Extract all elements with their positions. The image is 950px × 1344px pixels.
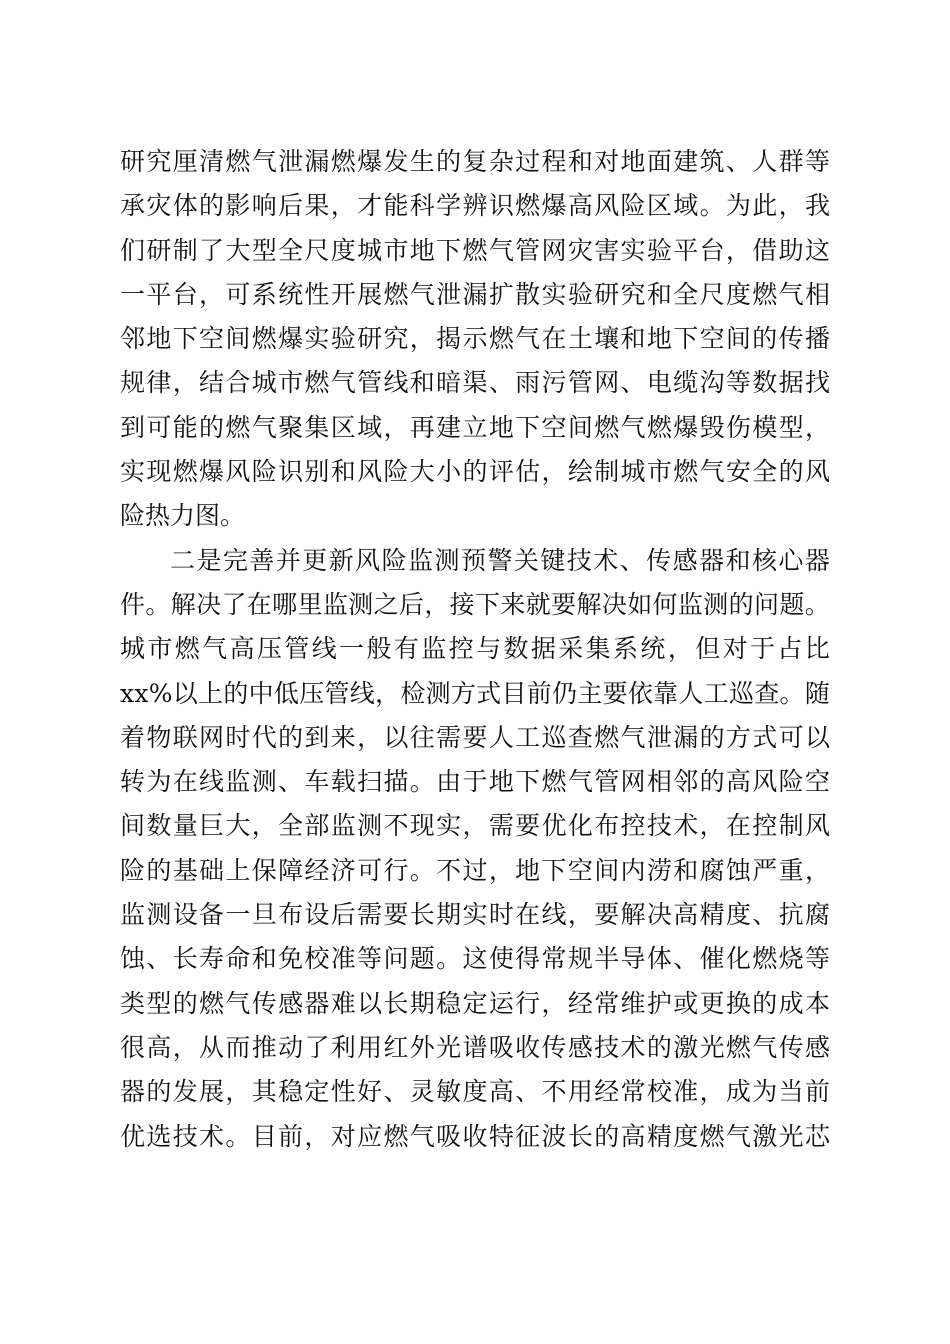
text-line	[120, 1070, 830, 1114]
text-line	[120, 539, 830, 583]
text-line	[120, 937, 830, 981]
line-text: 研 究 厘 清 燃 气 泄 漏 燃 爆 发 生 的 复 杂 过 程 和 对 地 面 建 筑 、 人 群 等	[120, 147, 830, 176]
text-line	[120, 760, 830, 804]
text-line	[120, 450, 830, 494]
line-text: 监 测 设 备 一 旦 布 设 后 需 要 长 期 实 时 在 线 ， 要 解 决 高 精 度 、 抗 腐	[120, 900, 830, 930]
line-text: 蚀 、 长 寿 命 和 免 校 准 等 问 题 。 这 使 得 常 规 半 导 体 、 催 化 燃 烧 等	[120, 944, 830, 974]
text-line	[120, 140, 830, 184]
line-text: 城 市 燃 气 高 压 管 线 一 般 有 监 控 与 数 据 采 集 系 统 ， 但 对 于 占 比	[120, 634, 830, 664]
line-text: 一 平 台 ， 可 系 统 性 开 展 燃 气 泄 漏 扩 散 实 验 研 究 和 全 尺 度 燃 气 相	[120, 279, 830, 309]
line-text: x x % 以 上 的 中 低 压 管 线 ， 检 测 方 式 目 前 仍 主 要 依 靠 人 工 巡 查 。 随	[120, 678, 830, 708]
text-line	[120, 627, 830, 671]
text-line	[120, 1115, 830, 1159]
line-text: 转 为 在 线 监 测 、 车 载 扫 描 。 由 于 地 下 燃 气 管 网 相 邻 的 高 风 险 空	[120, 767, 830, 797]
text-line	[120, 184, 830, 228]
text-line	[120, 317, 830, 361]
text-line	[120, 716, 830, 760]
text-line	[120, 982, 830, 1026]
text-line	[120, 804, 830, 848]
text-line	[120, 494, 830, 538]
line-text: 优 选 技 术 。 目 前 ， 对 应 燃 气 吸 收 特 征 波 长 的 高 精 度 燃 气 激 光 芯	[120, 1121, 830, 1151]
line-text: 间 数 量 巨 大 ， 全 部 监 测 不 现 实 ， 需 要 优 化 布 控 技 术 ， 在 控 制 风	[120, 811, 830, 841]
paragraph-1	[120, 140, 830, 539]
line-text: 险热力图。	[120, 501, 246, 531]
text-line	[120, 893, 830, 937]
paragraph-2	[120, 539, 830, 1159]
body-text	[120, 140, 830, 1159]
line-text: 实 现 燃 爆 风 险 识 别 和 风 险 大 小 的 评 估 ， 绘 制 城 市 燃 气 安 全 的 风	[120, 457, 830, 487]
text-line	[120, 273, 830, 317]
line-text: 规 律 ， 结 合 城 市 燃 气 管 线 和 暗 渠 、 雨 污 管 网 、 电 缆 沟 等 数 据 找	[120, 368, 830, 398]
text-line	[120, 406, 830, 450]
text-line	[120, 672, 830, 716]
line-text: 险 的 基 础 上 保 障 经 济 可 行 。 不 过 ， 地 下 空 间 内 涝 和 腐 蚀 严 重 ，	[120, 855, 830, 885]
text-line	[120, 361, 830, 405]
line-text: 们 研 制 了 大 型 全 尺 度 城 市 地 下 燃 气 管 网 灾 害 实 验 平 台 ， 借 助 这	[120, 235, 830, 265]
line-text: 类 型 的 燃 气 传 感 器 难 以 长 期 稳 定 运 行 ， 经 常 维 护 或 更 换 的 成 本	[120, 988, 830, 1018]
line-text: 邻 地 下 空 间 燃 爆 实 验 研 究 ， 揭 示 燃 气 在 土 壤 和 地 下 空 间 的 传 播	[120, 324, 830, 354]
line-text: 件 。 解 决 了 在 哪 里 监 测 之 后 ， 接 下 来 就 要 解 决 如 何 监 测 的 问 题 。	[120, 589, 830, 619]
text-line	[120, 849, 830, 893]
line-text: 器 的 发 展 ， 其 稳 定 性 好 、 灵 敏 度 高 、 不 用 经 常 校 准 ， 成 为 当 前	[120, 1077, 830, 1107]
line-text: 很 高 ， 从 而 推 动 了 利 用 红 外 光 谱 吸 收 传 感 技 术 的 激 光 燃 气 传 感	[120, 1032, 830, 1062]
line-text: 到 可 能 的 燃 气 聚 集 区 域 ， 再 建 立 地 下 空 间 燃 气 燃 爆 毁 伤 模 型 ，	[120, 412, 830, 442]
line-text: 承 灾 体 的 影 响 后 果 ， 才 能 科 学 辨 识 燃 爆 高 风 险 区 域 。 为 此 ， 我	[120, 191, 830, 221]
text-line	[120, 1026, 830, 1070]
line-text: 二 是 完 善 并 更 新 风 险 监 测 预 警 关 键 技 术 、 传 感 器 和 核 心 器	[170, 545, 830, 575]
text-line	[120, 583, 830, 627]
text-line	[120, 229, 830, 273]
line-text: 着 物 联 网 时 代 的 到 来 ， 以 往 需 要 人 工 巡 查 燃 气 泄 漏 的 方 式 可 以	[120, 722, 830, 752]
